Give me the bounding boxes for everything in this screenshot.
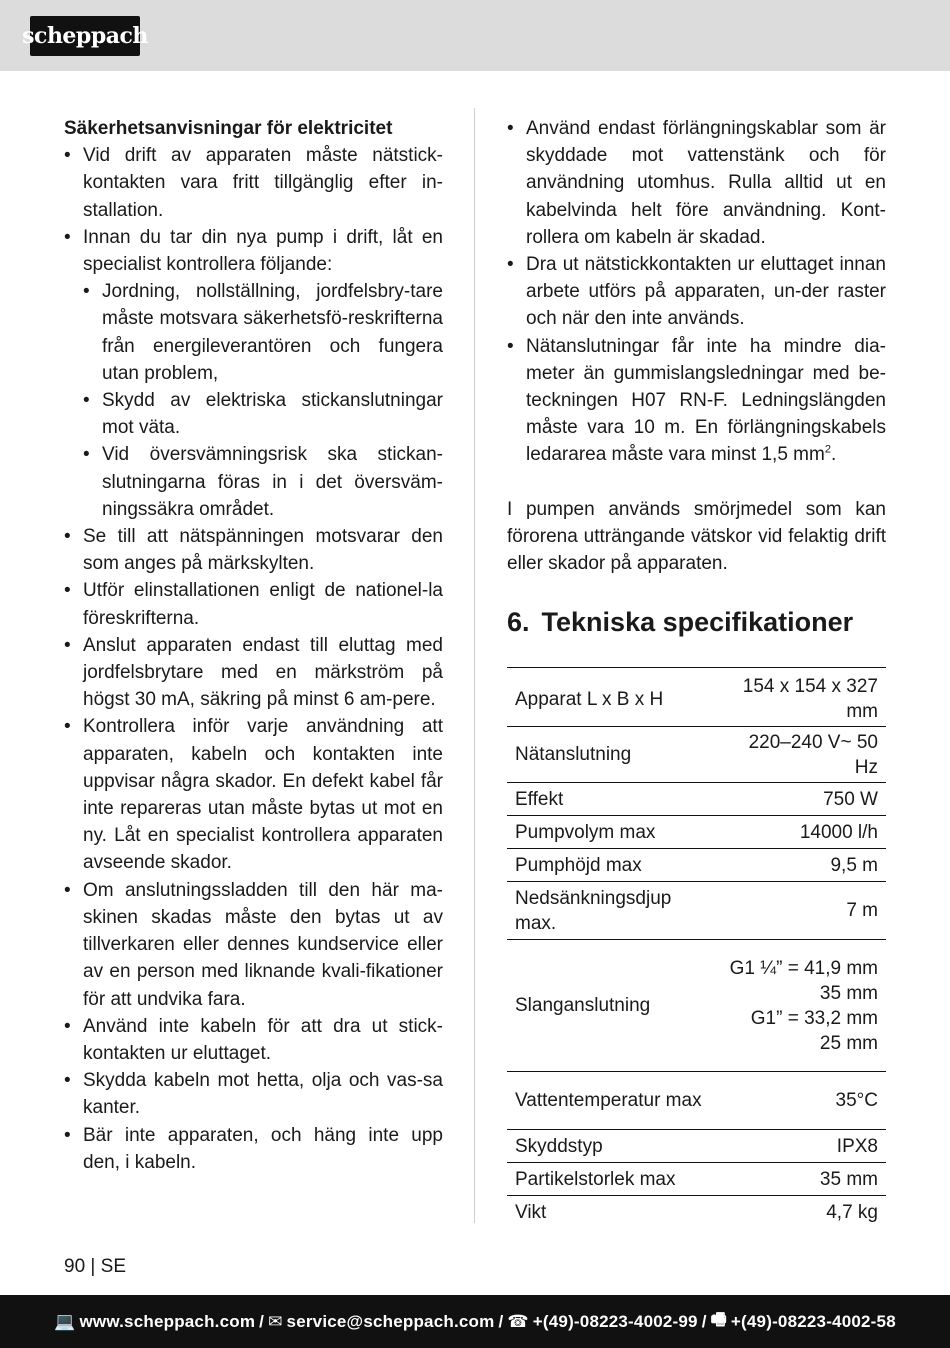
list-item: • Anslut apparaten endast till eluttag med jordfelsbrytare med en märkström på högst 30 mA, säkring på minst 6 am-pere.: [64, 632, 443, 714]
email-link[interactable]: service@scheppach.com: [286, 1311, 495, 1331]
safety-list-a: [64, 142, 443, 278]
footer-separator: /: [498, 1311, 504, 1331]
page-number: [64, 1256, 126, 1278]
spec-label: Slanganslutning: [507, 940, 720, 1072]
spec-label: Vikt: [515, 1202, 547, 1223]
sub-list-item: • Skydd av elektriska stickanslutningar mot väta.: [83, 387, 443, 441]
list-item: • Kontrollera inför varje användning att apparaten, kabeln och kontakten inte uppvisar några skador. En defekt kabel får inte repareras utan måste bytas ut mot en ny. Låt en specialist kontrollera apparaten avseende skador.: [64, 713, 443, 876]
spec-label: Pumphöjd max: [507, 849, 720, 882]
phone-icon: ☎: [507, 1311, 529, 1331]
table-row: [507, 940, 886, 1072]
list-item: • Skydda kabeln mot hetta, olja och vas-sa kanter.: [64, 1067, 443, 1121]
spec-value: 35 mm: [720, 1163, 886, 1196]
spec-label: Nedsänkningsdjup max.: [507, 882, 720, 940]
table-row: [507, 727, 886, 783]
safety-sub-list: [83, 278, 443, 523]
left-column: [64, 115, 443, 1176]
spec-table: [507, 667, 886, 1229]
list-item: • Vid drift av apparaten måste nätstick-kontakten vara fritt tillgänglig efter in-stallation.: [64, 142, 443, 224]
electric-safety-heading: Säkerhetsanvisningar för elektricitet: [64, 118, 393, 139]
spec-label: Skyddstyp: [507, 1130, 720, 1163]
section-heading: [507, 605, 886, 639]
spec-value-line: 25 mm: [819, 1032, 878, 1054]
page-number-value: 90: [64, 1256, 86, 1277]
list-item: • Använd inte kabeln för att dra ut stick-kontakten ur eluttaget.: [64, 1013, 443, 1067]
spec-value: 7 m: [720, 882, 886, 940]
table-row: [507, 816, 886, 849]
section-title: Tekniska specifikationer: [541, 607, 854, 638]
phone-number: +(49)-08223-4002-99: [532, 1311, 698, 1331]
list-item: • Utför elinstallationen enligt de nationel-la föreskrifterna.: [64, 577, 443, 631]
section-number: 6.: [507, 607, 530, 638]
fax-number: +(49)-08223-4002-58: [730, 1311, 896, 1331]
spec-label: Nätanslutning: [507, 727, 720, 783]
computer-icon: 💻: [54, 1311, 76, 1331]
spec-value: 750 W: [720, 783, 886, 816]
spec-label: Pumpvolym max: [507, 816, 720, 849]
spec-value: 154 x 154 x 327 mm: [720, 668, 886, 727]
scheppach-logo: scheppach: [30, 16, 140, 56]
sub-list-item: • Vid översvämningsrisk ska stickan-slutningarna föras in i det översväm-ningssäkra området.: [83, 441, 443, 523]
list-item: • Använd endast förlängningskablar som är skyddade mot vattenstänk och för användning utomhus. Rulla alltid ut en kabelvinda helt före användning. Kont-rollera om kabeln är skadad.: [507, 115, 886, 251]
list-item-text: Nätanslutningar får inte ha mindre dia-meter än gummislangsledningar med be-teckningen H07 RN-F. Ledningslängden måste vara 10 m. En förlängningskabels ledararea måste vara minst 1,5 mm: [526, 335, 886, 466]
spec-value: 35°C: [720, 1072, 886, 1130]
list-item-tail: .: [830, 444, 837, 466]
spec-value-line: G1 ¼” = 41,9 mm: [729, 957, 878, 979]
list-item: • Dra ut nätstickkontakten ur eluttaget innan arbete utförs på apparaten, un-der raster och när den inte används.: [507, 251, 886, 333]
cable-list: [507, 115, 886, 469]
page-footer: [0, 1295, 950, 1348]
list-item: [507, 333, 886, 469]
spec-label: Effekt: [507, 783, 720, 816]
spec-value: 4,7 kg: [826, 1202, 878, 1223]
spec-value-line: 35 mm: [819, 982, 878, 1004]
spec-label: Apparat L x B x H: [507, 668, 720, 727]
column-divider: [474, 108, 475, 1223]
page-separator: |: [90, 1256, 96, 1277]
list-item: • Om anslutningssladden till den här ma-skinen skadas måste den bytas ut av tillverkaren eller dennes kundservice eller av en person med liknande kvali-fikationer för att undvika fara.: [64, 877, 443, 1013]
superscript: 2: [824, 444, 831, 457]
safety-list-b: [64, 523, 443, 1176]
spec-label: Vattentemperatur max: [507, 1072, 720, 1130]
spec-value: IPX8: [720, 1130, 886, 1163]
footer-separator: /: [259, 1311, 265, 1331]
spec-label: Partikelstorlek max: [507, 1163, 720, 1196]
right-column: [507, 115, 886, 1229]
page-header: [0, 0, 950, 71]
table-row: [507, 882, 886, 940]
table-row: [507, 1130, 886, 1163]
lubricant-paragraph: I pumpen används smörjmedel som kan förorena utträngande vätskor vid felaktig drift eller skador på apparaten.: [507, 498, 886, 575]
table-row: [507, 1163, 886, 1196]
spec-value: [720, 940, 886, 1072]
spec-value: 9,5 m: [720, 849, 886, 882]
footer-separator: /: [701, 1311, 707, 1331]
list-item: • Bär inte apparaten, och häng inte upp den, i kabeln.: [64, 1122, 443, 1176]
table-row: [507, 849, 886, 882]
mail-icon: ✉: [268, 1311, 283, 1331]
spec-value-line: G1” = 33,2 mm: [750, 1007, 878, 1029]
table-row: [507, 783, 886, 816]
spec-value: 14000 l/h: [720, 816, 886, 849]
list-item: • Se till att nätspänningen motsvarar den som anges på märkskylten.: [64, 523, 443, 577]
table-row: [507, 668, 886, 727]
page-language: SE: [100, 1256, 126, 1277]
fax-icon: 🖷: [710, 1310, 727, 1329]
spec-value: 220–240 V~ 50 Hz: [720, 727, 886, 783]
website-link[interactable]: www.scheppach.com: [79, 1311, 256, 1331]
sub-list-item: • Jordning, nollställning, jordfelsbry-tare måste motsvara säkerhetsfö-reskrifterna från energileverantören och fungera utan problem,: [83, 278, 443, 387]
list-item: • Innan du tar din nya pump i drift, låt en specialist kontrollera följande:: [64, 224, 443, 278]
table-row: [507, 1196, 886, 1229]
table-row: [507, 1072, 886, 1130]
